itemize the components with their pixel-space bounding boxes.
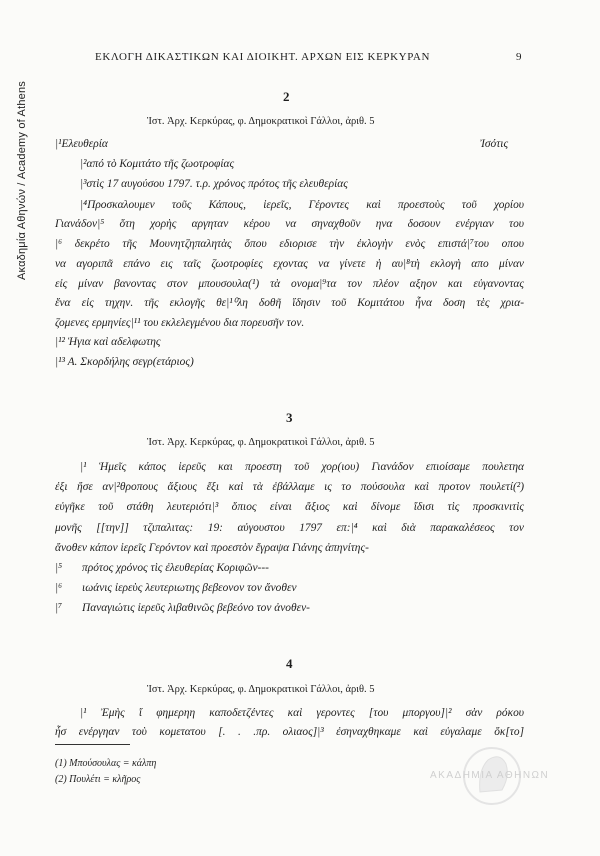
text-line: να αγοριπᾶ επάνο εις ταῖς ζωοτροφίες εχοντας να γίνετε ἡ αυ|⁸τὴ εκλογὴ απο μίναν bbox=[55, 258, 524, 270]
text-line: εἰς μίναν βανοντας στον μπουσουλα(¹) τὰ ονομα|⁹τα τον πλέον αξηον και εὐγανοντας bbox=[55, 278, 524, 290]
closing-line: |⁵ πρότος χρόνος τὶς ἐλευθερίας Κοριφῶν--- bbox=[55, 562, 269, 574]
closing-line: |⁶ ιωάνις ἱερεὺς λευτεριωτης βεβεονον τον ἄνοθεν bbox=[55, 582, 297, 594]
side-watermark: Ακαδημία Αθηνών / Academy of Athens bbox=[16, 80, 28, 280]
text-line: |¹ Ἐμὴς ἴ φημερηη καποδετζέντες καὶ γεροντες [του μποργου]|² σὰν ρόκου bbox=[80, 707, 524, 719]
text-line: ἐξι ἤσε αν|²θροπους ἄξιους ἔξι καὶ τὰ ἐβάλλαμε ις το πούσουλα καὶ προτον πουλετί(²) bbox=[55, 481, 524, 493]
text-line: μονῆς [[την]] τζιπαλιτας: 19: αὐγουστου 1797 επ:|⁴ καὶ διὰ παρακαλέσεος τον bbox=[55, 522, 524, 534]
page-number: 9 bbox=[516, 51, 522, 63]
archive-source: Ἱστ. Ἀρχ. Κερκύρας, φ. Δημοκρατικοὶ Γάλλοι, ἀριθ. 5 bbox=[147, 437, 375, 448]
text-line: |²από τὸ Κομιτάτο τῆς ζωοτροφίας bbox=[80, 158, 235, 170]
section-number: 3 bbox=[286, 410, 293, 425]
watermark-text: ΑΚΑΔΗΜΙΑ ΑΘΗΝΩΝ bbox=[430, 770, 550, 781]
archive-source: Ἱστ. Ἀρχ. Κερκύρας, φ. Δημοκρατικοὶ Γάλλοι, ἀριθ. 5 bbox=[147, 684, 375, 695]
text-line: ἕνα εἰς τηχην. τῆς εκλογῆς θε|¹⁰λη δοθῆ ἴδησιν τοῦ Κομιτάτου ἦνα δοση τὲς χρια- bbox=[55, 297, 524, 309]
footnote-rule bbox=[55, 744, 130, 745]
text-line: ζομενες ερμηνίες|¹¹ του εκλελεγμένου δια πορευσῆν τον. bbox=[55, 317, 305, 329]
archive-source: Ἱστ. Ἀρχ. Κερκύρας, φ. Δημοκρατικοὶ Γάλλοι, ἀριθ. 5 bbox=[147, 116, 375, 127]
text-line: Γιανάδον|⁵ ὅτη χορὴς αργηταν κέρου να σηναχθοῦν ηνα δοσουν ενέργιαν του bbox=[55, 218, 524, 230]
text-line: ἦσ ενέργηαν τοὺ κομετατου [. . .πρ. ολιαος]|³ ἐσηναχθηκαμε καὶ εὐγαλαμε ὅκ[το] bbox=[55, 726, 524, 738]
closing-line: |¹³ Α. Σκορδήλης σεγρ(ετάριος) bbox=[55, 356, 194, 368]
text-line: ἄνοθεν κάπον ἱερεῖς Γερόντον καὶ προεστὸν ἔγραψα Γιάνης ἀπηνίτης- bbox=[55, 542, 369, 554]
running-head: ΕΚΛΟΓΗ ΔΙΚΑΣΤΙΚΩΝ ΚΑΙ ΔΙΟΙΚΗΤ. ΑΡΧΩΝ ΕΙΣ ΚΕΡΚΥΡΑΝ bbox=[95, 51, 431, 63]
footnote: (1) Μπούσουλας = κάλπη bbox=[55, 758, 157, 769]
section-number: 2 bbox=[283, 89, 290, 104]
text-line: |³στὶς 17 αυγούσου 1797. τ.ρ. χρόνος πρότος τῆς ελευθερίας bbox=[80, 178, 348, 190]
footnote: (2) Πουλέτι = κλῆρος bbox=[55, 774, 141, 785]
text-line: |⁴Προσκαλουμεν τοῦς Κάπους, ἱερεῖς, Γέροντες καὶ προεστοὺς τοῦ χορίου bbox=[80, 199, 524, 211]
closing-line: |¹² Ἡγια καὶ αδελφωτης bbox=[55, 336, 161, 348]
text-line: εὐγῆκε τοῦ στάθη λευτεριότι|³ ὅπιος είναι ἄξιος καὶ δίνομε ἴδισι τὶς προσκινιτὶς bbox=[55, 501, 524, 513]
text-line: |⁶ δεκρέτο τῆς Μουνητζηπαλητὰς ὅπου εδιορισε τὴν ἐκλογὴν ενὸς επιστά|⁷του οπου bbox=[55, 238, 524, 250]
header-left: |¹Ελευθερία bbox=[55, 138, 108, 150]
academy-watermark bbox=[430, 742, 560, 807]
text-line: |¹ Ἡμεῖς κάπος ἱερεῦς και προεστη τοῦ χορ(ιου) Γιανάδον επιοίσαμε πουλετηα bbox=[80, 461, 524, 473]
section-number: 4 bbox=[286, 656, 293, 671]
header-right: Ἰσότις bbox=[480, 138, 509, 150]
closing-line: |⁷ Παναγιώτις ἱερεῦς λιβαθινῶς βεβεόνο τον ἀνοθεν- bbox=[55, 602, 310, 614]
